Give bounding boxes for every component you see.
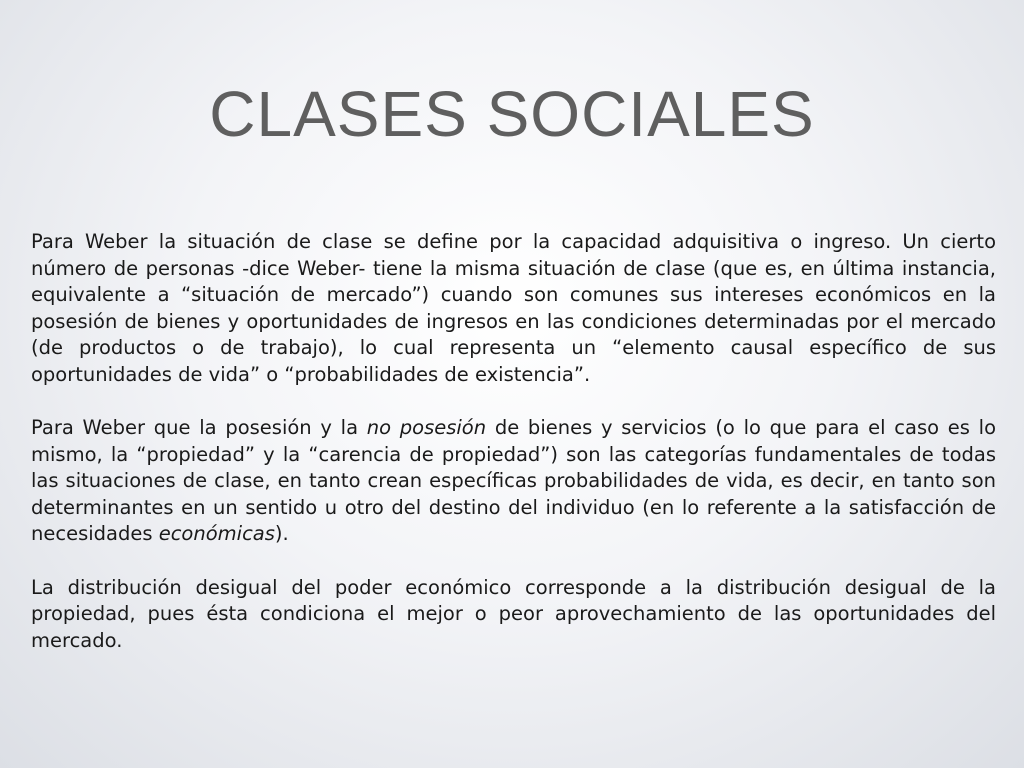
- paragraph-3: [31, 575, 996, 655]
- slide-title: CLASES SOCIALES: [209, 78, 815, 150]
- paragraph-text: La distribución desigual del poder económico corresponde a la distribución desigual de la propiedad, pues ésta condiciona el mejor o peor aprovechamiento de las oportunidades del mercado.: [31, 575, 996, 652]
- paragraph-2: [31, 415, 996, 548]
- paragraph-emphasis: no posesión: [366, 416, 487, 439]
- paragraph-text: de bienes y servicios (o lo que para el caso es lo mismo, la “propiedad” y la “carencia de propiedad”) son las categorías fundamentales de todas las situaciones de clase, en tanto crean específicas probabilidades de vida, es decir, en tanto son determinantes en un sentido u otro del destino del individuo (en lo referente a la satisfacción de necesidades: [31, 416, 996, 545]
- paragraph-text: Para Weber la situación de clase se define por la capacidad adquisitiva o ingreso. Un cierto número de personas -dice Weber- tiene la misma situación de clase (que es, en última instancia, equivalente a “situación de mercado”) cuando son comunes sus intereses económicos en la posesión de bienes y oportunidades de ingresos en las condiciones determinadas por el mercado (de productos o de trabajo), lo cual representa un “elemento causal específico de sus oportunidades de vida” o “probabilidades de existencia”.: [31, 230, 996, 386]
- paragraph-text: ).: [274, 522, 289, 545]
- paragraph-text: Para Weber que la posesión y la: [31, 416, 367, 439]
- paragraph-emphasis: económicas: [158, 522, 275, 545]
- slide-body: [31, 229, 996, 681]
- paragraph-1: [31, 229, 996, 388]
